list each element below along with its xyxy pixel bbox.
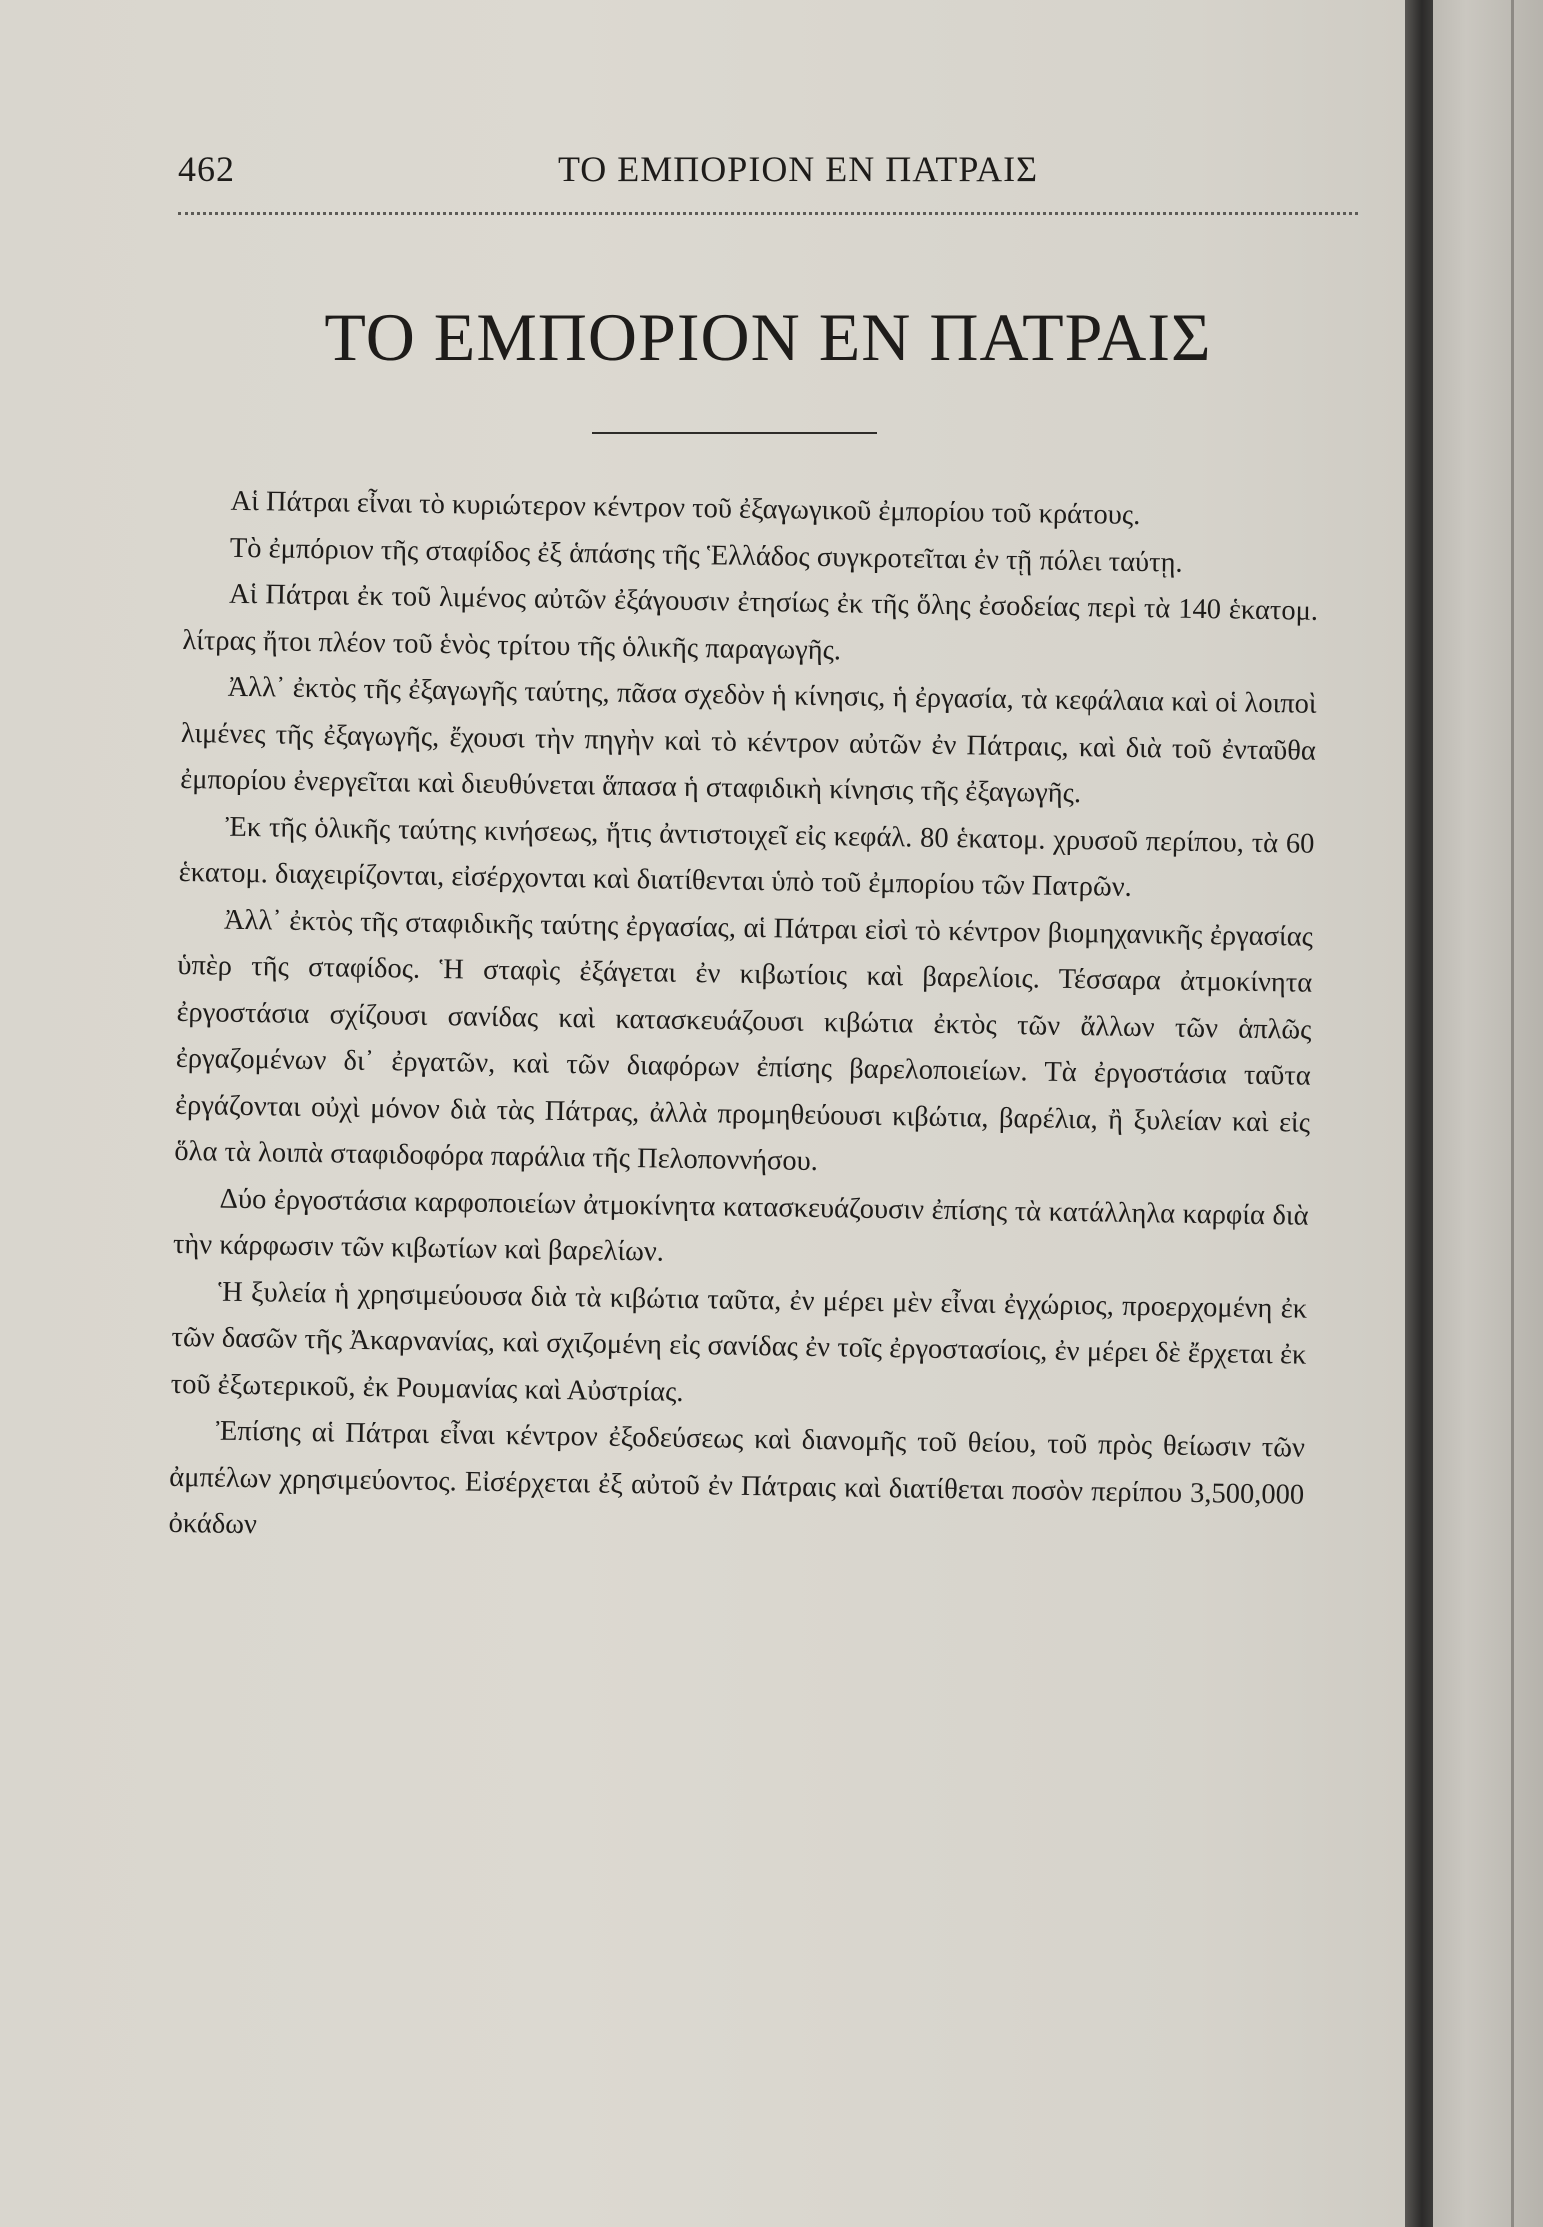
paragraph-8: Ἡ ξυλεία ἡ χρησιμεύουσα διὰ τὰ κιβώτια ταῦτα, ἐν μέρει μὲν εἶναι ἐγχώριος, προερχομένη ἐκ τῶν δασῶν τῆς Ἀκαρνανίας, καὶ σχιζομένη εἰς σανίδας ἐν τοῖς ἐργοστασίοις, ἐν μέρει δὲ ἔρχεται ἐκ τοῦ ἐξωτερικοῦ, ἐκ Ρουμανίας καὶ Αὐστρίας. — [170, 1276, 1308, 1408]
running-header — [178, 148, 1358, 208]
paragraph-5: Ἐκ τῆς ὁλικῆς ταύτης κινήσεως, ἥτις ἀντιστοιχεῖ εἰς κεφάλ. 80 ἑκατομ. χρυσοῦ περίπου, τὰ 60 ἑκατομ. διαχειρίζονται, εἰσέρχονται καὶ διατίθενται ὑπὸ τοῦ ἐμπορίου τῶν Πατρῶν. — [178, 811, 1315, 903]
page-number: 462 — [178, 149, 235, 189]
running-title: ΤΟ ΕΜΠΟΡΙΟΝ ΕΝ ΠΑΤΡΑΙΣ — [557, 149, 1039, 189]
binding-gutter — [1405, 0, 1433, 2227]
paragraph-6: Ἀλλ᾽ ἐκτὸς τῆς σταφιδικῆς ταύτης ἐργασίας, αἱ Πάτραι εἰσὶ τὸ κέντρον βιομηχανικῆς ἐργασίας ὑπὲρ τῆς σταφίδος. Ἡ σταφὶς ἐξάγεται ἐν κιβωτίοις καὶ βαρελίοις. Τέσσαρα ἀτμοκίνητα ἐργοστάσια σχίζουσι σανίδας καὶ κατασκευάζουσι κιβώτια ἐκτὸς τῶν ἄλλων τῶν ἁπλῶς ἐργαζομένων δι᾽ ἐργατῶν, καὶ τῶν διαφόρων ἐπίσης βαρελοποιείων. Τὰ ἐργοστάσια ταῦτα ἐργάζονται οὐχὶ μόνον διὰ τὰς Πάτρας, ἀλλὰ προμηθεύουσι κιβώτια, βαρέλια, ἢ ξυλείαν καὶ εἰς ὅλα τὰ λοιπὰ σταφιδοφόρα παράλια τῆς Πελοποννήσου. — [174, 904, 1314, 1178]
chapter-title: ΤΟ ΕΜΠΟΡΙΟΝ ΕΝ ΠΑΤΡΑΙΣ — [324, 299, 1212, 375]
title-rule — [592, 432, 877, 434]
paragraph-9: Ἐπίσης αἱ Πάτραι εἶναι κέντρον ἐξοδεύσεως καὶ διανομῆς τοῦ θείου, τοῦ πρὸς θείωσιν τῶν ἀμπέλων χρησιμεύοντος. Εἰσέρχεται ἐξ αὐτοῦ ἐν Πάτραις καὶ διατίθεται ποσὸν περίπου 3,500,000 ὀκάδων — [168, 1415, 1306, 1541]
paragraph-3: Αἱ Πάτραι ἐκ τοῦ λιμένος αὐτῶν ἐξάγουσιν ἐτησίως ἐκ τῆς ὅλης ἐσοδείας περὶ τὰ 140 ἑκατομ. λίτρας ἤτοι πλέον τοῦ ἑνὸς τρίτου τῆς ὁλικῆς παραγωγῆς. — [182, 578, 1319, 666]
paragraph-2: Τὸ ἐμπόριον τῆς σταφίδος ἐξ ἁπάσης τῆς Ἑλλάδος συγκροτεῖται ἐν τῇ πόλει ταύτῃ. — [229, 532, 1183, 579]
body-text — [168, 478, 1320, 1565]
paragraph-7: Δύο ἐργοστάσια καρφοποιείων ἀτμοκίνητα κατασκευάζουσιν ἐπίσης τὰ κατάλληλα καρφία διὰ τὴν κάρφωσιν τῶν κιβωτίων καὶ βαρελίων. — [172, 1183, 1309, 1268]
paragraph-4: Ἀλλ᾽ ἐκτὸς τῆς ἐξαγωγῆς ταύτης, πᾶσα σχεδὸν ἡ κίνησις, ἡ ἐργασία, τὰ κεφάλαια καὶ οἱ λοιποὶ λιμένες τῆς ἐξαγωγῆς, ἔχουσι τὴν πηγὴν καὶ τὸ κέντρον αὐτῶν ἐν Πάτραις, καὶ διὰ τοῦ ἐνταῦθα ἐμπορίου ἐνεργεῖται καὶ διευθύνεται ἅπασα ἡ σταφιδικὴ κίνησις τῆς ἐξαγωγῆς. — [180, 671, 1317, 810]
header-rule — [178, 212, 1358, 215]
adjacent-page-edge — [1433, 0, 1543, 2227]
paragraph-1: Αἱ Πάτραι εἶναι τὸ κυριώτερον κέντρον τοῦ ἐξαγωγικοῦ ἐμπορίου τοῦ κράτους. — [230, 485, 1141, 532]
